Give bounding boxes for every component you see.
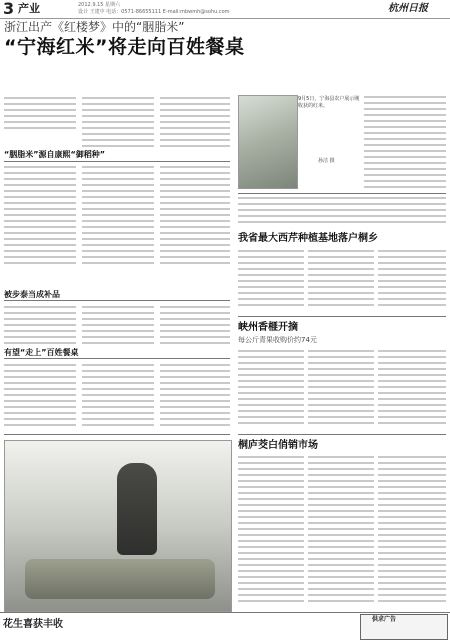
divider <box>4 300 230 301</box>
page-number: 3 <box>3 0 15 18</box>
divider <box>238 316 446 317</box>
body-paragraph <box>160 364 230 428</box>
body-paragraph <box>378 456 446 602</box>
newspaper-name: 杭州日报 <box>388 3 428 14</box>
subhead: “胭脂米”源自康熙“御稻种” <box>4 150 106 159</box>
divider <box>4 434 230 435</box>
divider <box>238 193 446 194</box>
intro-paragraph <box>4 97 76 133</box>
divider <box>0 612 450 613</box>
photo-caption: 9月5日，宁海县农户展示刚收获的红米。 <box>298 96 360 109</box>
editor-contact: 设计 王建中 电话：0571-86655111 E-mail:mbwmh@sohu.com <box>78 9 230 15</box>
main-headline: “宁海红米”将走向百姓餐桌 <box>4 36 245 58</box>
photo-credit: 孙洁 摄 <box>318 158 335 164</box>
intro-paragraph <box>160 97 230 147</box>
divider <box>238 434 446 435</box>
body-paragraph <box>238 350 304 428</box>
peanut-harvest-photo <box>4 440 232 612</box>
body-paragraph <box>308 456 374 602</box>
body-paragraph <box>308 350 374 428</box>
body-paragraph <box>378 350 446 428</box>
issue-date: 2012.9.15 星期六 <box>78 2 121 8</box>
harvest-pile <box>25 559 215 599</box>
story-headline: 峡州香榧开摘 <box>238 322 298 333</box>
body-paragraph <box>4 166 76 264</box>
story-deck: 每公斤青果收购价约74元 <box>238 336 317 344</box>
footer-headline: 花生喜获丰收 <box>3 619 63 630</box>
body-paragraph <box>4 306 76 344</box>
body-paragraph <box>378 250 446 308</box>
body-paragraph <box>160 166 230 264</box>
red-rice-photo <box>238 95 298 189</box>
subhead: 被步泰当成补品 <box>4 290 60 299</box>
story-headline: 我省最大西芹种植基地落户桐乡 <box>238 233 378 244</box>
ad-label: 供求广告 <box>372 616 397 623</box>
story-headline: 桐庐茭白俏销市场 <box>238 440 318 451</box>
section-label: 产业 <box>18 2 40 15</box>
divider <box>4 358 230 359</box>
body-paragraph <box>4 364 76 428</box>
body-paragraph <box>82 306 154 344</box>
body-paragraph <box>238 197 446 227</box>
headline-kicker: 浙江出产《红楼梦》中的“胭脂米” <box>4 20 185 34</box>
body-paragraph <box>160 306 230 344</box>
body-paragraph <box>238 456 304 602</box>
intro-paragraph <box>82 97 154 147</box>
body-paragraph <box>82 166 154 264</box>
body-paragraph <box>308 250 374 308</box>
body-paragraph <box>82 364 154 428</box>
divider <box>4 161 230 162</box>
farmer-figure <box>117 463 157 555</box>
subhead: 有望“走上”百姓餐桌 <box>4 348 79 357</box>
body-paragraph <box>238 250 304 308</box>
side-story-text <box>364 96 446 188</box>
